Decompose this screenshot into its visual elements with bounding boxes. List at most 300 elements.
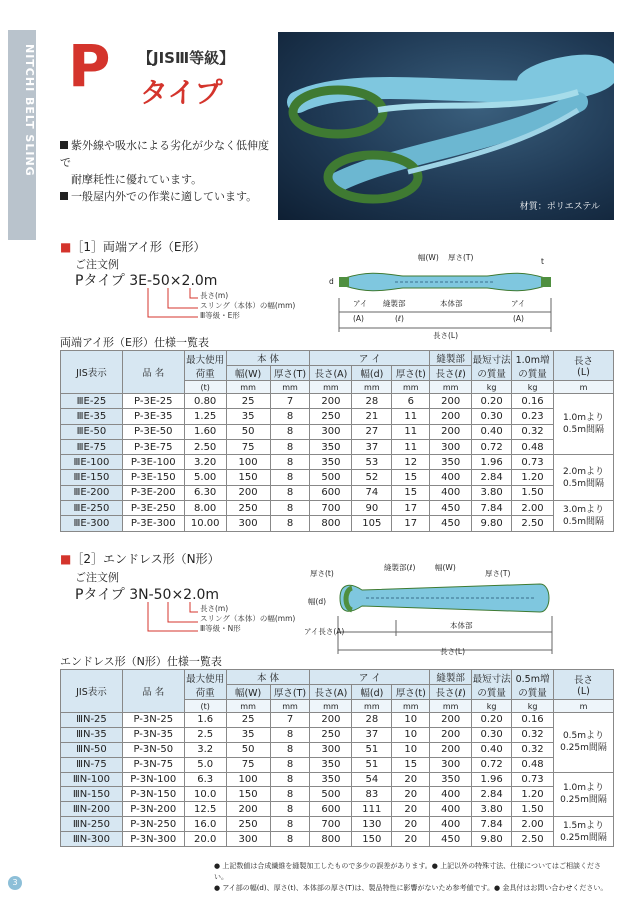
- brand-vertical-text: NITCHI BELT SLING: [23, 44, 36, 177]
- table-cell: 300: [226, 516, 270, 531]
- diagram-length-label: 長さ(L): [433, 331, 459, 340]
- table-row: [61, 727, 614, 742]
- table-row: [61, 832, 614, 847]
- table-cell: 700: [310, 501, 352, 516]
- table-row: [61, 742, 614, 757]
- table-cell: P-3E-100: [122, 455, 184, 470]
- table-row: [61, 757, 614, 772]
- table-cell: 0.30: [472, 409, 512, 424]
- table-cell: 800: [310, 832, 352, 847]
- col-name: 品 名: [122, 351, 184, 394]
- table-cell: 20: [392, 802, 430, 817]
- table-cell: 2.50: [512, 516, 554, 531]
- table-cell: 28: [352, 713, 392, 728]
- diagram-eye-length-label-n: アイ長さ(A): [304, 627, 345, 636]
- table-cell: 1.6: [184, 713, 226, 728]
- table-cell: 0.32: [512, 742, 554, 757]
- table-row: [61, 455, 614, 470]
- table-cell: ⅢE-35: [61, 409, 123, 424]
- diagram-eye-label-right: アイ: [511, 299, 526, 308]
- table-cell: 300: [430, 757, 472, 772]
- col-t-body: 厚さ(T): [270, 685, 310, 700]
- table-cell: 700: [310, 817, 352, 832]
- diagram-sewn-label: 縫製部: [383, 299, 406, 308]
- diagram-width-label-n: 幅(W): [435, 563, 456, 572]
- table-cell: 450: [430, 501, 472, 516]
- table-row: [61, 817, 614, 832]
- feature-item: 紫外線や吸水による劣化が少なく低伸度で: [60, 139, 269, 169]
- length-pitch-cell: 1.5mより0.25m間隔: [554, 817, 614, 847]
- length-pitch-cell: 2.0mより0.5m間隔: [554, 455, 614, 501]
- spec-table-e: [60, 350, 614, 532]
- table-cell: 1.20: [512, 470, 554, 485]
- order-example-code-n: Pタイプ 3N-50×2.0m: [75, 587, 220, 603]
- belt-sling-illustration: [278, 32, 614, 220]
- table-cell: 35: [226, 727, 270, 742]
- table-cell: 50: [226, 424, 270, 439]
- table-cell: 20: [392, 817, 430, 832]
- table-cell: 11: [392, 424, 430, 439]
- table-cell: 300: [310, 424, 352, 439]
- table-cell: 200: [226, 802, 270, 817]
- col-t: 厚さ(t): [392, 685, 430, 700]
- diagram-t-label-n: 厚さ(t): [310, 569, 334, 578]
- table-cell: 0.20: [472, 713, 512, 728]
- e-type-diagram: [325, 250, 565, 342]
- table-cell: 5.0: [184, 757, 226, 772]
- col-a: 長さ(A): [310, 685, 352, 700]
- table-cell: ⅢN-150: [61, 787, 123, 802]
- table-cell: 400: [430, 470, 472, 485]
- col-add-mass: 0.5m増の質量: [512, 670, 554, 700]
- table-cell: 111: [352, 802, 392, 817]
- spec-table-n: [60, 669, 614, 847]
- table-cell: 3.80: [472, 802, 512, 817]
- col-eye: ア イ: [310, 351, 430, 366]
- col-jis: JIS表示: [61, 670, 123, 713]
- product-title: [60, 32, 270, 109]
- table-cell: P-3E-25: [122, 394, 184, 409]
- table-cell: 0.48: [512, 757, 554, 772]
- table-cell: 51: [352, 742, 392, 757]
- table-cell: ⅢE-250: [61, 501, 123, 516]
- table-cell: 250: [226, 817, 270, 832]
- table-cell: P-3E-200: [122, 485, 184, 500]
- unit-mm: mm: [352, 381, 392, 394]
- table-cell: ⅢN-25: [61, 713, 123, 728]
- table-cell: 250: [310, 409, 352, 424]
- table-cell: P-3E-150: [122, 470, 184, 485]
- table-cell: 7.84: [472, 501, 512, 516]
- table-cell: 8: [270, 516, 310, 531]
- table-cell: 8: [270, 832, 310, 847]
- table-cell: 8: [270, 424, 310, 439]
- table-cell: 1.96: [472, 772, 512, 787]
- table-cell: 1.96: [472, 455, 512, 470]
- table-cell: ⅢE-150: [61, 470, 123, 485]
- length-pitch-cell: 3.0mより0.5m間隔: [554, 501, 614, 532]
- table-cell: 8: [270, 409, 310, 424]
- table-cell: 200: [430, 394, 472, 409]
- table-row: [61, 439, 614, 454]
- col-d: 幅(d): [352, 685, 392, 700]
- table-cell: 350: [430, 455, 472, 470]
- table-cell: 250: [226, 501, 270, 516]
- title-jis-grade: 【JISⅢ等級】: [138, 49, 235, 67]
- unit-m: m: [554, 381, 614, 394]
- table-cell: P-3E-50: [122, 424, 184, 439]
- title-type: タイプ: [140, 76, 223, 109]
- table-cell: 25: [226, 713, 270, 728]
- table-n-body: [61, 713, 614, 847]
- table-cell: 6: [392, 394, 430, 409]
- table-cell: 150: [226, 470, 270, 485]
- table-cell: ⅢE-50: [61, 424, 123, 439]
- table-cell: 8: [270, 757, 310, 772]
- footnotes: [214, 861, 614, 894]
- table-cell: 6.30: [184, 485, 226, 500]
- table-cell: 0.40: [472, 742, 512, 757]
- table-cell: 28: [352, 394, 392, 409]
- table-cell: 0.20: [472, 394, 512, 409]
- table-cell: 17: [392, 516, 430, 531]
- table-cell: 2.50: [184, 439, 226, 454]
- col-add-mass: 1.0m増の質量: [512, 351, 554, 381]
- table-cell: 350: [310, 757, 352, 772]
- unit-mm: mm: [310, 381, 352, 394]
- table-cell: 8: [270, 485, 310, 500]
- order-example-notes-n: 長さ(m) スリング（本体）の幅(mm) Ⅲ等級・N形: [200, 604, 296, 633]
- table-row: [61, 787, 614, 802]
- table-cell: 300: [310, 742, 352, 757]
- table-cell: ⅢE-100: [61, 455, 123, 470]
- diagram-body-label: 本体部: [440, 299, 463, 308]
- table-cell: 0.16: [512, 713, 554, 728]
- table-cell: 8: [270, 817, 310, 832]
- unit-mm: mm: [226, 381, 270, 394]
- unit-kg: kg: [472, 700, 512, 713]
- table-cell: 1.50: [512, 485, 554, 500]
- unit-t: (t): [184, 700, 226, 713]
- table-cell: ⅢE-200: [61, 485, 123, 500]
- table-cell: 17: [392, 501, 430, 516]
- table-cell: 0.16: [512, 394, 554, 409]
- unit-t: (t): [184, 381, 226, 394]
- table-cell: 500: [310, 470, 352, 485]
- length-pitch-cell: 0.5mより0.25m間隔: [554, 713, 614, 773]
- table-cell: 600: [310, 802, 352, 817]
- table-cell: 15: [392, 470, 430, 485]
- length-pitch-cell: 1.0mより0.25m間隔: [554, 772, 614, 817]
- diagram-d-label: d: [329, 277, 334, 286]
- col-min-mass: 最短寸法の質量: [472, 351, 512, 381]
- table-cell: 74: [352, 485, 392, 500]
- table-cell: 2.5: [184, 727, 226, 742]
- table-cell: 15: [392, 757, 430, 772]
- table-cell: 0.23: [512, 409, 554, 424]
- col-sewn: 縫製部: [430, 670, 472, 685]
- unit-m: m: [554, 700, 614, 713]
- table-cell: 15: [392, 485, 430, 500]
- table-cell: 5.00: [184, 470, 226, 485]
- table-cell: 300: [226, 832, 270, 847]
- table-cell: 21: [352, 409, 392, 424]
- table-cell: 200: [430, 727, 472, 742]
- col-l: 長さ(ℓ): [430, 366, 472, 381]
- table-cell: 0.80: [184, 394, 226, 409]
- table-cell: 53: [352, 455, 392, 470]
- table-cell: 3.80: [472, 485, 512, 500]
- table-cell: 2.84: [472, 470, 512, 485]
- table-e-title: 両端アイ形（E形）仕様一覧表: [60, 336, 209, 349]
- unit-mm: mm: [352, 700, 392, 713]
- diagram-length-label-n: 長さ(L): [440, 647, 466, 656]
- unit-mm: mm: [392, 381, 430, 394]
- length-pitch-cell: 1.0mより0.5m間隔: [554, 394, 614, 455]
- diagram-a-label-right: (A): [513, 314, 524, 323]
- bullet-square-icon: [60, 141, 68, 149]
- order-example-label: ご注文例: [75, 258, 119, 271]
- table-cell: 600: [310, 485, 352, 500]
- unit-mm: mm: [392, 700, 430, 713]
- table-cell: ⅢN-300: [61, 832, 123, 847]
- table-row: [61, 501, 614, 516]
- title-letter: P: [68, 32, 111, 100]
- unit-mm: mm: [270, 381, 310, 394]
- table-cell: 8: [270, 501, 310, 516]
- feature-item: 一般屋内外での作業に適しています。: [60, 188, 275, 205]
- diagram-t-label: t: [541, 257, 544, 266]
- diagram-thickness-label-n: 厚さ(T): [485, 569, 511, 578]
- table-cell: 8.00: [184, 501, 226, 516]
- table-cell: 2.84: [472, 787, 512, 802]
- col-load: 最大使用荷重: [184, 351, 226, 381]
- diagram-l-label: (ℓ): [395, 314, 404, 323]
- table-cell: 7: [270, 713, 310, 728]
- col-w: 幅(W): [226, 685, 270, 700]
- table-cell: 2.00: [512, 501, 554, 516]
- bullet-square-icon: [60, 192, 68, 200]
- table-cell: 12.5: [184, 802, 226, 817]
- table-cell: P-3N-75: [122, 757, 184, 772]
- table-cell: 8: [270, 439, 310, 454]
- table-cell: 8: [270, 772, 310, 787]
- col-a: 長さ(A): [310, 366, 352, 381]
- table-cell: 20: [392, 772, 430, 787]
- diagram-d-label-n: 幅(d): [308, 597, 327, 606]
- table-cell: ⅢE-300: [61, 516, 123, 531]
- col-length: 長さ (L): [554, 670, 614, 700]
- table-cell: 350: [310, 455, 352, 470]
- unit-kg: kg: [512, 381, 554, 394]
- table-cell: P-3E-75: [122, 439, 184, 454]
- product-photo: [278, 32, 614, 220]
- table-cell: ⅢN-75: [61, 757, 123, 772]
- table-cell: P-3N-35: [122, 727, 184, 742]
- table-cell: 150: [352, 832, 392, 847]
- table-cell: 75: [226, 757, 270, 772]
- col-body: 本 体: [226, 351, 310, 366]
- feature-list: [60, 137, 275, 205]
- table-cell: 350: [430, 772, 472, 787]
- unit-mm: mm: [270, 700, 310, 713]
- table-cell: 25: [226, 394, 270, 409]
- col-l: 長さ(ℓ): [430, 685, 472, 700]
- table-cell: 10: [392, 713, 430, 728]
- unit-kg: kg: [512, 700, 554, 713]
- section-heading-e: ■［1］両端アイ形（E形）: [60, 240, 206, 254]
- unit-kg: kg: [472, 381, 512, 394]
- footnote: ● アイ部の幅(d)、厚さ(t)、本体部の厚さ(T)は、製品特性に影響がないため参考値です。● 金具付はお問い合わせください。: [214, 884, 608, 892]
- table-cell: 16.0: [184, 817, 226, 832]
- table-cell: 1.20: [512, 787, 554, 802]
- table-cell: 800: [310, 516, 352, 531]
- table-cell: 10.00: [184, 516, 226, 531]
- table-cell: 350: [310, 439, 352, 454]
- table-cell: 8: [270, 470, 310, 485]
- order-example-code: Pタイプ 3E-50×2.0m: [75, 273, 218, 289]
- table-cell: 300: [430, 439, 472, 454]
- table-cell: 9.80: [472, 832, 512, 847]
- table-cell: 400: [430, 787, 472, 802]
- table-row: [61, 802, 614, 817]
- table-cell: 11: [392, 409, 430, 424]
- col-name: 品 名: [122, 670, 184, 713]
- footnote: ● 上記数値は合成繊維を縫製加工したもので多少の誤差があります。● 上記以外の特殊寸法、仕様についてはご相談ください。: [214, 862, 601, 881]
- table-cell: ⅢN-50: [61, 742, 123, 757]
- table-cell: P-3E-35: [122, 409, 184, 424]
- table-cell: 350: [310, 772, 352, 787]
- col-sewn: 縫製部: [430, 351, 472, 366]
- table-row: [61, 394, 614, 409]
- table-cell: 1.25: [184, 409, 226, 424]
- table-cell: 50: [226, 742, 270, 757]
- table-cell: ⅢN-100: [61, 772, 123, 787]
- table-cell: 1.60: [184, 424, 226, 439]
- table-cell: 0.48: [512, 439, 554, 454]
- table-cell: 200: [310, 713, 352, 728]
- table-cell: 0.30: [472, 727, 512, 742]
- table-cell: 0.72: [472, 439, 512, 454]
- table-row: [61, 409, 614, 424]
- table-n-title: エンドレス形（N形）仕様一覧表: [60, 655, 222, 668]
- unit-mm: mm: [226, 700, 270, 713]
- col-body: 本 体: [226, 670, 310, 685]
- table-cell: P-3N-25: [122, 713, 184, 728]
- table-cell: 37: [352, 439, 392, 454]
- table-e-body: [61, 394, 614, 532]
- col-length: 長さ (L): [554, 351, 614, 381]
- table-cell: 200: [226, 485, 270, 500]
- table-row: [61, 485, 614, 500]
- col-t: 厚さ(t): [392, 366, 430, 381]
- table-cell: 37: [352, 727, 392, 742]
- table-cell: 10: [392, 742, 430, 757]
- col-t-body: 厚さ(T): [270, 366, 310, 381]
- diagram-thickness-label: 厚さ(T): [448, 253, 474, 262]
- table-cell: 200: [430, 742, 472, 757]
- page-number: 3: [8, 876, 22, 890]
- table-cell: 20.0: [184, 832, 226, 847]
- table-cell: 2.00: [512, 817, 554, 832]
- table-cell: 10: [392, 727, 430, 742]
- side-band: [0, 0, 46, 905]
- table-cell: 1.50: [512, 802, 554, 817]
- table-cell: 3.20: [184, 455, 226, 470]
- table-cell: 83: [352, 787, 392, 802]
- diagram-a-label: (A): [353, 314, 364, 323]
- col-load: 最大使用荷重: [184, 670, 226, 700]
- table-cell: 400: [430, 817, 472, 832]
- table-cell: 2.50: [512, 832, 554, 847]
- table-cell: 35: [226, 409, 270, 424]
- table-cell: P-3N-150: [122, 787, 184, 802]
- table-cell: 27: [352, 424, 392, 439]
- table-cell: 0.72: [472, 757, 512, 772]
- table-cell: 8: [270, 787, 310, 802]
- table-row: [61, 772, 614, 787]
- table-cell: 0.73: [512, 455, 554, 470]
- table-cell: 90: [352, 501, 392, 516]
- feature-item: 耐摩耗性に優れています。: [71, 173, 203, 186]
- table-cell: 130: [352, 817, 392, 832]
- table-cell: P-3N-100: [122, 772, 184, 787]
- table-cell: 100: [226, 772, 270, 787]
- table-cell: 9.80: [472, 516, 512, 531]
- table-cell: 100: [226, 455, 270, 470]
- diagram-eye-label: アイ: [353, 299, 368, 308]
- table-cell: P-3N-200: [122, 802, 184, 817]
- col-min-mass: 最短寸法の質量: [472, 670, 512, 700]
- table-cell: 150: [226, 787, 270, 802]
- col-jis: JIS表示: [61, 351, 123, 394]
- table-row: [61, 424, 614, 439]
- table-cell: 200: [430, 424, 472, 439]
- table-cell: 52: [352, 470, 392, 485]
- table-cell: 0.32: [512, 727, 554, 742]
- section-heading-n: ■［2］エンドレス形（N形）: [60, 552, 220, 566]
- unit-mm: mm: [310, 700, 352, 713]
- table-cell: 105: [352, 516, 392, 531]
- table-cell: 7: [270, 394, 310, 409]
- diagram-body-label-n: 本体部: [450, 621, 473, 630]
- table-cell: 450: [430, 516, 472, 531]
- table-cell: 20: [392, 787, 430, 802]
- table-cell: ⅢE-25: [61, 394, 123, 409]
- table-row: [61, 713, 614, 728]
- table-cell: P-3E-250: [122, 501, 184, 516]
- table-cell: ⅢN-250: [61, 817, 123, 832]
- table-row: [61, 470, 614, 485]
- table-cell: ⅢN-200: [61, 802, 123, 817]
- table-cell: 450: [430, 832, 472, 847]
- table-cell: 8: [270, 455, 310, 470]
- table-cell: 10.0: [184, 787, 226, 802]
- table-cell: 0.40: [472, 424, 512, 439]
- table-cell: 54: [352, 772, 392, 787]
- photo-caption: 材質：ポリエステル: [519, 202, 600, 212]
- table-cell: 8: [270, 742, 310, 757]
- table-cell: 0.73: [512, 772, 554, 787]
- table-cell: P-3N-50: [122, 742, 184, 757]
- table-cell: P-3N-300: [122, 832, 184, 847]
- table-cell: P-3E-300: [122, 516, 184, 531]
- diagram-width-label: 幅(W): [418, 253, 439, 262]
- table-cell: 12: [392, 455, 430, 470]
- table-cell: 7.84: [472, 817, 512, 832]
- unit-mm: mm: [430, 700, 472, 713]
- table-cell: 75: [226, 439, 270, 454]
